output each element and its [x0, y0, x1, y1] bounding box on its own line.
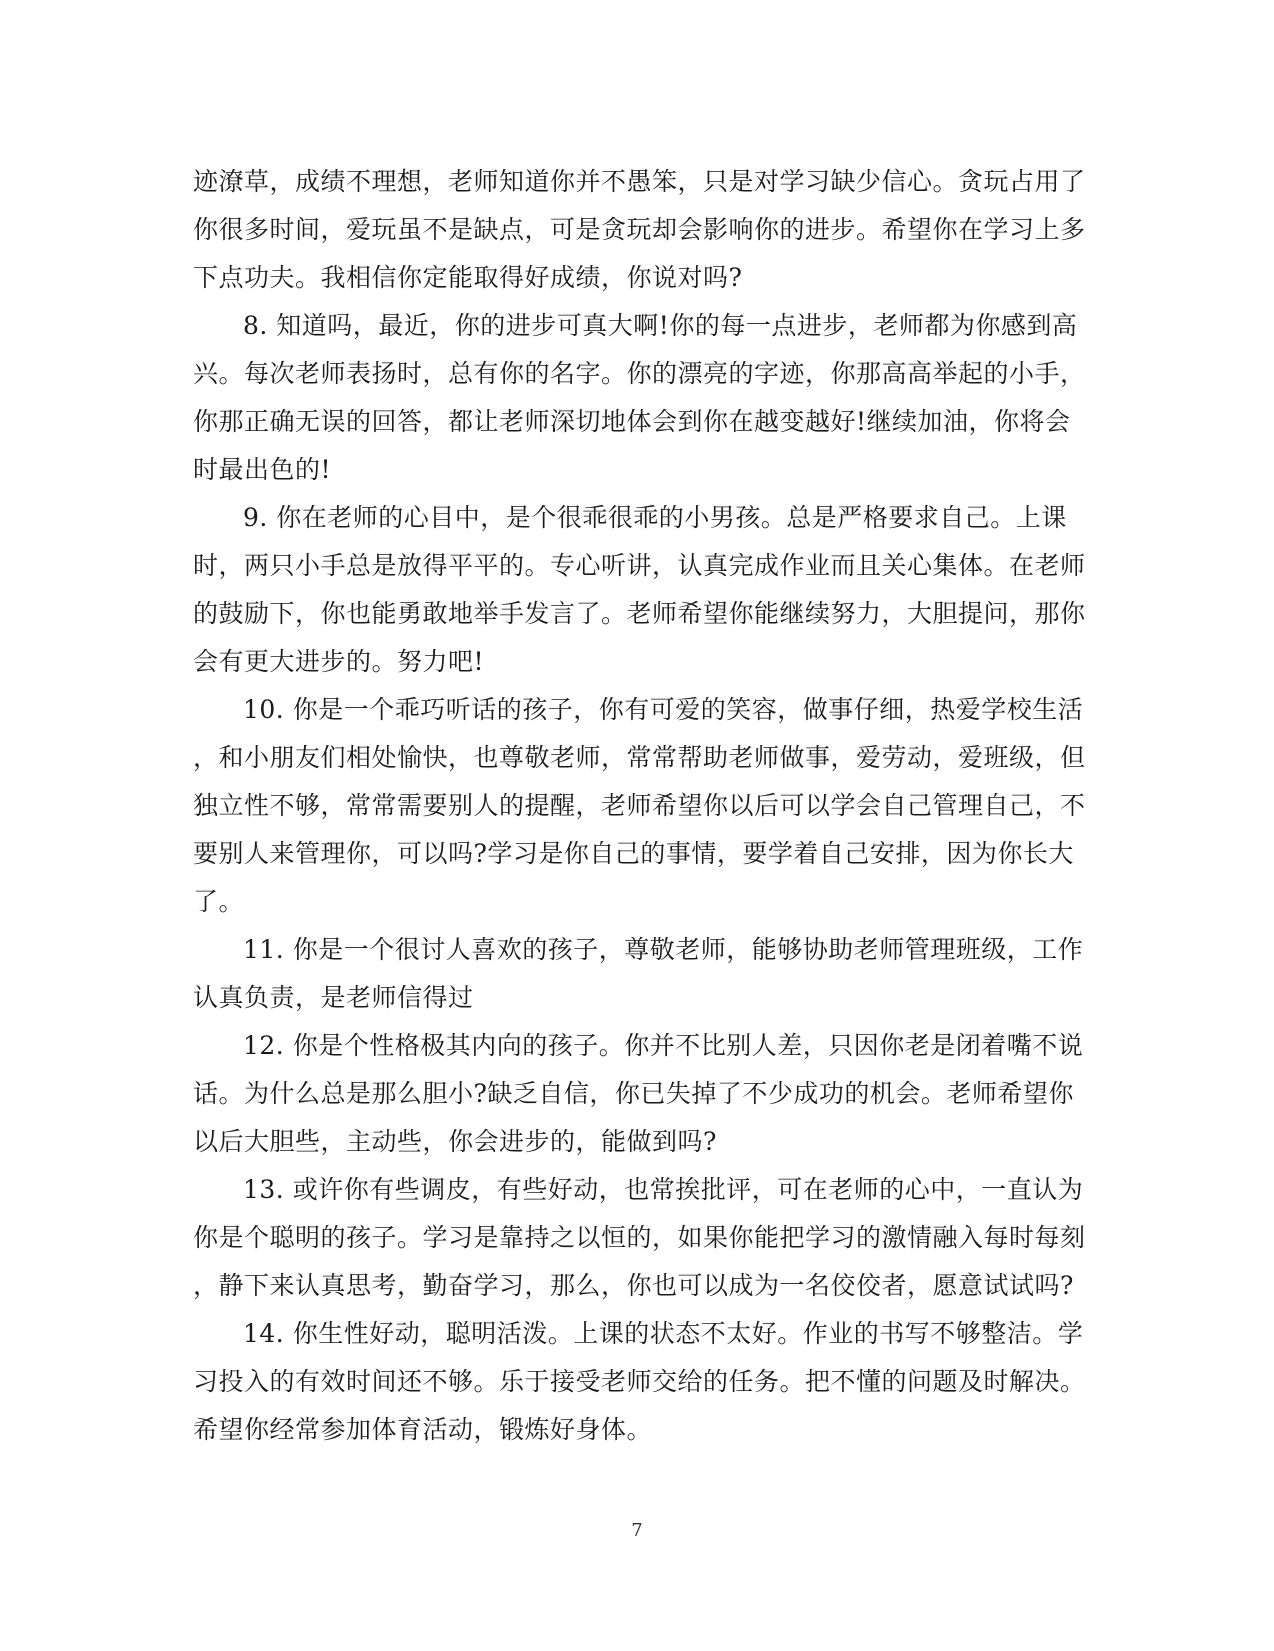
- text-line: 你那正确无误的回答，都让老师深切地体会到你在越变越好!继续加油，你将会: [193, 407, 1071, 436]
- text-line: 独立性不够，常常需要别人的提醒，老师希望你以后可以学会自己管理自己，不: [193, 791, 1086, 820]
- text-line: 认真负责，是老师信得过: [193, 983, 474, 1012]
- paragraph-8-start: 8. 知道吗，最近，你的进步可真大啊!你的每一点进步，老师都为你感到高: [243, 311, 1078, 340]
- text-line: 下点功夫。我相信你定能取得好成绩，你说对吗?: [193, 263, 743, 292]
- text-line: ，静下来认真思考，勤奋学习，那么，你也可以成为一名佼佼者，愿意试试吗?: [193, 1271, 1074, 1300]
- text-line: 迹潦草，成绩不理想，老师知道你并不愚笨，只是对学习缺少信心。贪玩占用了: [193, 167, 1086, 196]
- paragraph-9-start: 9. 你在老师的心目中，是个很乖很乖的小男孩。总是严格要求自己。上课: [243, 503, 1067, 532]
- document-body: [193, 158, 1086, 1454]
- paragraph-11-start: 11. 你是一个很讨人喜欢的孩子，尊敬老师，能够协助老师管理班级，工作: [243, 935, 1084, 964]
- text-line: 时，两只小手总是放得平平的。专心听讲，认真完成作业而且关心集体。在老师: [193, 551, 1086, 580]
- text-line: ，和小朋友们相处愉快，也尊敬老师，常常帮助老师做事，爱劳动，爱班级，但: [193, 743, 1086, 772]
- text-line: 时最出色的!: [193, 455, 332, 484]
- paragraph-10-start: 10. 你是一个乖巧听话的孩子，你有可爱的笑容，做事仔细，热爱学校生活: [243, 695, 1084, 724]
- page-number: 7: [631, 1520, 643, 1541]
- text-line: 希望你经常参加体育活动，锻炼好身体。: [193, 1415, 653, 1444]
- text-line: 你是个聪明的孩子。学习是靠持之以恒的，如果你能把学习的激情融入每时每刻: [193, 1223, 1086, 1252]
- text-line: 兴。每次老师表扬时，总有你的名字。你的漂亮的字迹，你那高高举起的小手，: [193, 359, 1086, 388]
- text-line: 要别人来管理你，可以吗?学习是你自己的事情，要学着自己安排，因为你长大: [193, 839, 1074, 868]
- text-line: 以后大胆些，主动些，你会进步的，能做到吗?: [193, 1127, 717, 1156]
- text-line: 习投入的有效时间还不够。乐于接受老师交给的任务。把不懂的问题及时解决。: [193, 1367, 1086, 1396]
- text-line: 了。: [193, 887, 245, 916]
- text-line: 话。为什么总是那么胆小?缺乏自信，你已失掉了不少成功的机会。老师希望你: [193, 1079, 1074, 1108]
- text-line: 你很多时间，爱玩虽不是缺点，可是贪玩却会影响你的进步。希望你在学习上多: [193, 215, 1086, 244]
- paragraph-12-start: 12. 你是个性格极其内向的孩子。你并不比别人差，只因你老是闭着嘴不说: [243, 1031, 1084, 1060]
- paragraph-13-start: 13. 或许你有些调皮，有些好动，也常挨批评，可在老师的心中，一直认为: [243, 1175, 1084, 1204]
- text-line: 的鼓励下，你也能勇敢地举手发言了。老师希望你能继续努力，大胆提问，那你: [193, 599, 1086, 628]
- text-line: 会有更大进步的。努力吧!: [193, 647, 485, 676]
- paragraph-14-start: 14. 你生性好动，聪明活泼。上课的状态不太好。作业的书写不够整洁。学: [243, 1319, 1084, 1348]
